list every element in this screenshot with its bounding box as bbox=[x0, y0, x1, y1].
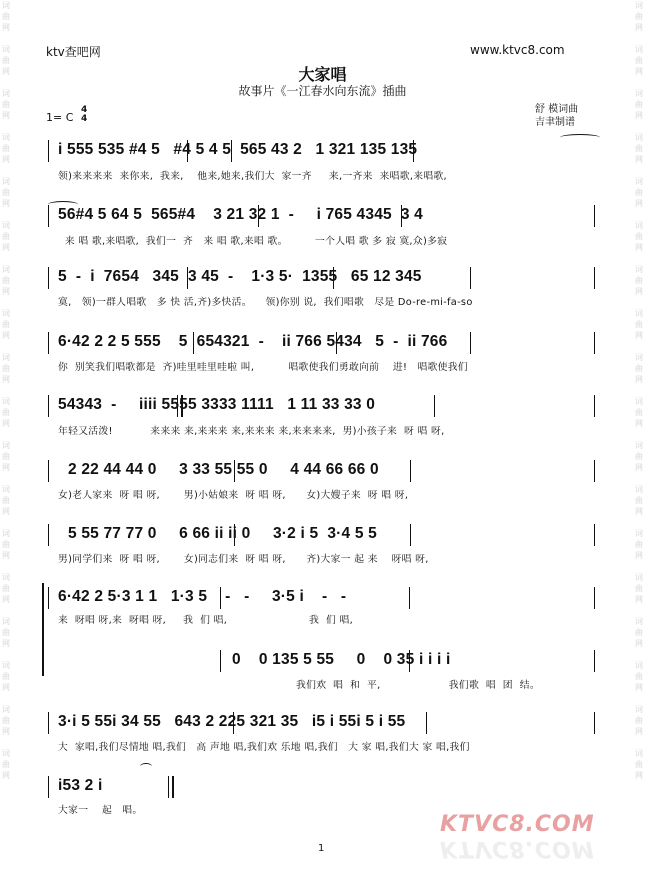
ktvc8-logo-watermark: KTVC8.COM bbox=[440, 812, 595, 837]
barline bbox=[48, 460, 49, 482]
lyrics-row-1: 领)来来来来 来你来, 我来, 他来,她来,我们大 家一齐 来,一齐来 来唱歌,来唱歌, bbox=[58, 171, 447, 182]
barline bbox=[48, 205, 49, 227]
barline bbox=[48, 587, 49, 609]
lyrics-row-11: 大家一 起 唱。 bbox=[58, 805, 143, 816]
notation-row-3: 5 - i 7654 345 3 45 - 1·3 5· 1355 65 12 345 bbox=[58, 268, 422, 285]
site-name-left: ktv查吧网 bbox=[46, 45, 101, 59]
barline bbox=[401, 205, 402, 227]
barline bbox=[594, 524, 595, 546]
ktvc8-logo-reflection: KTVC8.COM bbox=[440, 836, 595, 861]
page-number: 1 bbox=[318, 843, 325, 854]
site-url-right: www.ktvc8.com bbox=[470, 43, 565, 57]
barline bbox=[594, 267, 595, 289]
notation-row-8: 6·42 2 5·3 1 1 1·3 5 - - 3·5 i - - bbox=[58, 588, 347, 605]
barline bbox=[409, 650, 410, 672]
barline bbox=[48, 712, 49, 734]
barline bbox=[413, 140, 414, 162]
key-signature: 1= C bbox=[46, 111, 74, 124]
song-subtitle: 故事片《一江春水向东流》插曲 bbox=[238, 84, 407, 98]
lyrics-row-10: 大 家唱,我们尽情地 唱,我们 高 声地 唱,我们欢 乐地 唱,我们 大 家 唱,我们大 家 唱,我们 bbox=[58, 742, 470, 753]
notation-row-11: i53 2 i bbox=[58, 777, 103, 794]
barline bbox=[434, 395, 435, 417]
barline bbox=[220, 587, 221, 609]
barline bbox=[410, 524, 411, 546]
barline bbox=[234, 524, 235, 546]
barline bbox=[410, 460, 411, 482]
barline bbox=[48, 524, 49, 546]
barline bbox=[470, 332, 471, 354]
notation-row-9: 0 0 135 5 55 0 0 35 i i i i bbox=[232, 651, 451, 668]
notation-row-10: 3·i 5 55i 34 55 643 2 225 321 35 i5 i 55i 5 i 55 bbox=[58, 713, 406, 730]
side-watermark-right: 词曲网 词曲网 词曲网 词曲网 词曲网 词曲网 词曲网 词曲网 词曲网 词曲网 词曲网 词曲网 词曲网 词曲网 词曲网 词曲网 词曲网 词曲网 bbox=[635, 1, 643, 780]
side-watermark-left: 词曲网 词曲网 词曲网 词曲网 词曲网 词曲网 词曲网 词曲网 词曲网 词曲网 词曲网 词曲网 词曲网 词曲网 词曲网 词曲网 词曲网 词曲网 bbox=[2, 1, 10, 780]
barline bbox=[177, 395, 178, 417]
lyrics-row-9: 我们欢 唱 和 平, 我们歌 唱 团 结。 bbox=[296, 680, 540, 691]
barline bbox=[231, 140, 232, 162]
barline bbox=[193, 332, 194, 354]
fermata bbox=[140, 763, 152, 770]
barline bbox=[48, 776, 49, 798]
barline bbox=[48, 395, 49, 417]
notation-row-2: 56#4 5 64 5 565#4 3 21 32 1 - i 765 4345 3 4 bbox=[58, 206, 423, 223]
barline bbox=[594, 332, 595, 354]
lyrics-row-2: 来 唱 歌,来唱歌, 我们一 齐 来 唱 歌,来唱 歌。 一个人唱 歌 多 寂 寞,众)多寂 bbox=[58, 236, 448, 247]
meter-bottom: 4 bbox=[81, 114, 88, 124]
lyrics-row-5: 年轻又活泼! 来来来 来,来来来 来,来来来 来,来来来来, 男)小孩子来 呀 唱 呀, bbox=[58, 426, 445, 437]
barline bbox=[594, 205, 595, 227]
lyrics-row-7: 男)同学们来 呀 唱 呀, 女)同志们来 呀 唱 呀, 齐)大家一 起 来 呀唱 呀, bbox=[58, 554, 429, 565]
song-title: 大家唱 bbox=[298, 65, 347, 84]
barline bbox=[594, 460, 595, 482]
barline bbox=[470, 267, 471, 289]
lyrics-row-3: 寞, 领)一群人唱歌 多 快 活,齐)多快活。 领)你别 说, 我们唱歌 尽是 Do-re-mi-fa-so bbox=[58, 297, 473, 308]
barline bbox=[234, 460, 235, 482]
barline bbox=[594, 712, 595, 734]
credit-arranger: 吉聿制谱 bbox=[535, 117, 575, 128]
notation-row-4: 6·42 2 2 5 555 5 654321 - ii 766 5434 5 - ii 766 bbox=[58, 333, 448, 350]
notation-row-6: 2 22 44 44 0 3 33 55 55 0 4 44 66 66 0 bbox=[68, 461, 379, 478]
barline bbox=[426, 712, 427, 734]
barline bbox=[594, 395, 595, 417]
barline bbox=[258, 205, 259, 227]
slur bbox=[560, 134, 600, 141]
final-barline-thick bbox=[172, 776, 174, 798]
final-barline-thin bbox=[168, 776, 169, 798]
lyrics-row-6: 女)老人家来 呀 唱 呀, 男)小姑娘来 呀 唱 呀, 女)大嫂子来 呀 唱 呀, bbox=[58, 490, 409, 501]
meter-top: 4 bbox=[81, 105, 88, 115]
credit-lyrics-music: 舒 模词曲 bbox=[535, 104, 579, 115]
system-bracket bbox=[42, 583, 44, 676]
barline bbox=[333, 267, 334, 289]
barline bbox=[48, 332, 49, 354]
time-signature bbox=[81, 106, 87, 124]
notation-row-1: i 555 535 #4 5 #4 5 4 5 565 43 2 1 321 135 135 bbox=[58, 141, 418, 158]
barline bbox=[409, 587, 410, 609]
lyrics-row-8: 来 呀唱 呀,来 呀唱 呀, 我 们 唱, 我 们 唱, bbox=[58, 615, 353, 626]
lyrics-row-4: 你 别笑我们唱歌都是 齐)哇里哇里哇啦 叫, 唱歌使我们勇敢向前 进! 唱歌使我们 bbox=[58, 362, 468, 373]
repeat-barline bbox=[181, 395, 183, 417]
notation-row-5: 54343 - iiii 5555 3333 1111 1 11 33 33 0 bbox=[58, 396, 376, 413]
barline bbox=[187, 140, 188, 162]
barline bbox=[594, 650, 595, 672]
barline bbox=[48, 267, 49, 289]
barline bbox=[187, 267, 188, 289]
barline bbox=[48, 140, 49, 162]
notation-row-7: 5 55 77 77 0 6 66 ii ii 0 3·2 i 5 3·4 5 5 bbox=[68, 525, 377, 542]
barline bbox=[594, 587, 595, 609]
barline bbox=[233, 712, 234, 734]
barline bbox=[336, 332, 337, 354]
barline bbox=[220, 650, 221, 672]
